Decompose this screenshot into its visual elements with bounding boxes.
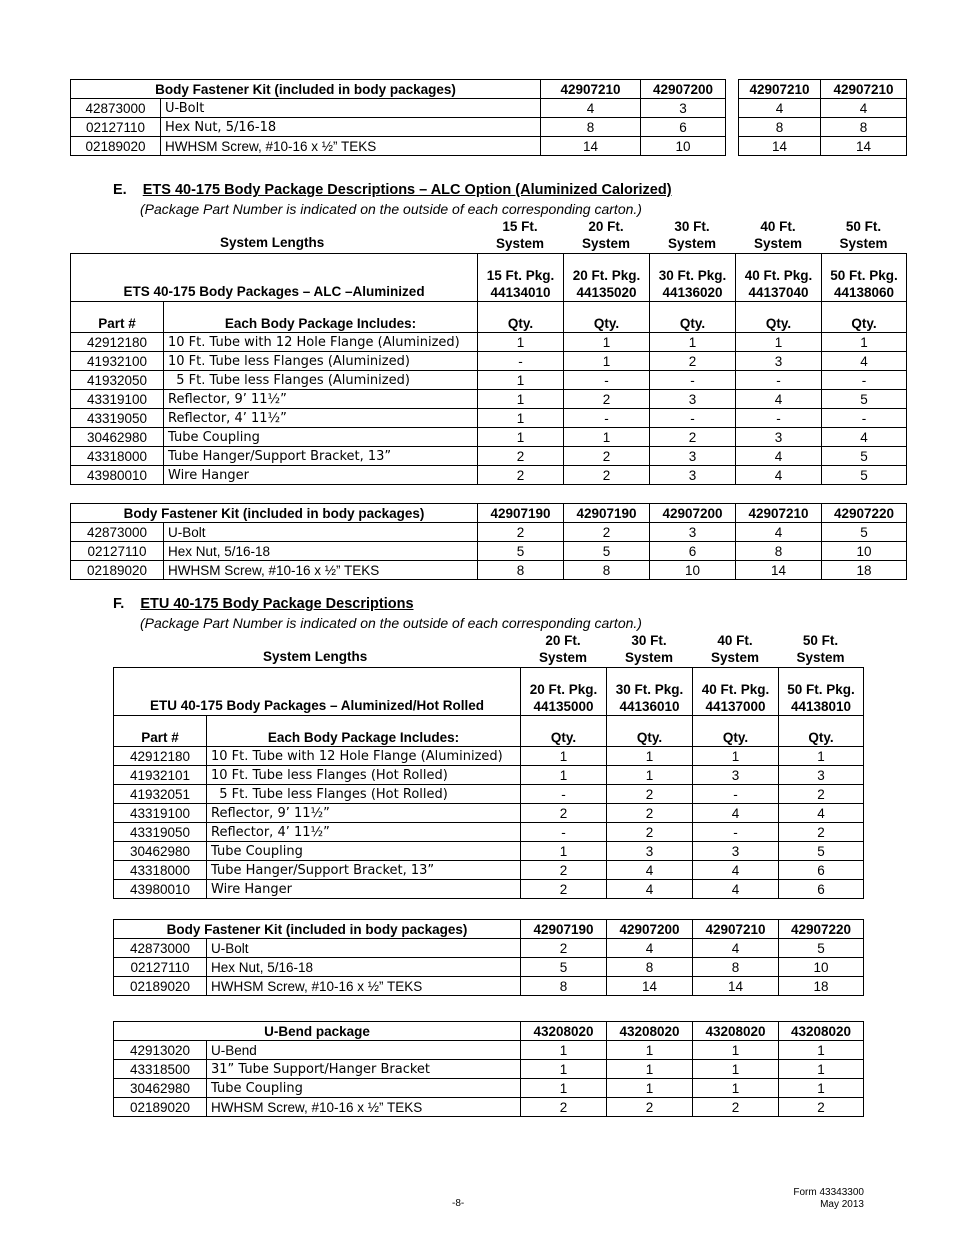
kit-number: 42907210 bbox=[541, 80, 641, 99]
system-length-header: 40 Ft. System bbox=[753, 219, 803, 251]
part-description: 10 Ft. Tube with 12 Hole Flange (Aluminized) bbox=[164, 333, 478, 352]
qty-cell: 8 bbox=[821, 118, 907, 137]
qty-cell: 2 bbox=[607, 1098, 693, 1117]
qty-cell: 1 bbox=[564, 428, 650, 447]
part-description: HWHSM Screw, #10-16 x ½” TEKS bbox=[161, 137, 541, 156]
qty-cell: 4 bbox=[736, 523, 822, 542]
qty-cell: - bbox=[521, 785, 607, 804]
system-length-header: 20 Ft. System bbox=[538, 633, 588, 665]
qty-cell: 18 bbox=[779, 977, 864, 996]
qty-cell: 4 bbox=[607, 861, 693, 880]
qty-cell: 8 bbox=[739, 118, 821, 137]
includes-header: Each Body Package Includes: bbox=[207, 716, 521, 747]
table-row bbox=[114, 1098, 864, 1117]
part-number: 02189020 bbox=[114, 1098, 207, 1117]
qty-cell: 5 bbox=[822, 390, 907, 409]
qty-header: Qty. bbox=[693, 716, 779, 747]
qty-cell: 14 bbox=[739, 137, 821, 156]
kit-number: 43208020 bbox=[693, 1022, 779, 1041]
table-row bbox=[114, 1060, 864, 1079]
qty-cell: 2 bbox=[521, 880, 607, 899]
table-row bbox=[114, 939, 864, 958]
table-row bbox=[114, 823, 864, 842]
part-description: HWHSM Screw, #10-16 x ½” TEKS bbox=[207, 977, 521, 996]
qty-cell: 4 bbox=[821, 99, 907, 118]
part-number: 43318000 bbox=[71, 447, 164, 466]
qty-header: Qty. bbox=[607, 716, 693, 747]
qty-cell: 2 bbox=[564, 447, 650, 466]
form-date: May 2013 bbox=[820, 1199, 864, 1210]
top-fastener-table-right bbox=[738, 79, 907, 156]
table-row bbox=[114, 958, 864, 977]
package-header: 40 Ft. Pkg. 44137000 bbox=[693, 668, 779, 716]
part-description: Reflector, 4’ 11½” bbox=[164, 409, 478, 428]
section-f-note: (Package Part Number is indicated on the outside of each corresponding carton.) bbox=[140, 615, 642, 631]
qty-cell: 14 bbox=[736, 561, 822, 580]
kit-number: 42907190 bbox=[564, 504, 650, 523]
part-description: 31” Tube Support/Hanger Bracket bbox=[207, 1060, 521, 1079]
qty-cell: 2 bbox=[779, 1098, 864, 1117]
qty-cell: 4 bbox=[736, 466, 822, 485]
qty-cell: 8 bbox=[693, 958, 779, 977]
table-row bbox=[71, 333, 907, 352]
qty-cell: 3 bbox=[693, 842, 779, 861]
part-description: Tube Hanger/Support Bracket, 13” bbox=[207, 861, 521, 880]
qty-cell: 1 bbox=[779, 1041, 864, 1060]
table-row bbox=[114, 880, 864, 899]
part-description: Hex Nut, 5/16-18 bbox=[207, 958, 521, 977]
table-row bbox=[71, 137, 726, 156]
qty-header: Qty. bbox=[650, 302, 736, 333]
package-header: 40 Ft. Pkg. 44137040 bbox=[736, 254, 822, 302]
part-description: U-Bend bbox=[207, 1041, 521, 1060]
part-number: 43980010 bbox=[114, 880, 207, 899]
part-number: 30462980 bbox=[71, 428, 164, 447]
part-number: 43318500 bbox=[114, 1060, 207, 1079]
qty-cell: 4 bbox=[607, 880, 693, 899]
qty-cell: 6 bbox=[779, 861, 864, 880]
table-row bbox=[114, 1079, 864, 1098]
qty-cell: 1 bbox=[564, 352, 650, 371]
qty-cell: 1 bbox=[822, 333, 907, 352]
table-row bbox=[71, 542, 907, 561]
qty-cell: 2 bbox=[779, 785, 864, 804]
package-header: 50 Ft. Pkg. 44138010 bbox=[779, 668, 864, 716]
qty-cell: 1 bbox=[521, 1079, 607, 1098]
table-row bbox=[71, 118, 726, 137]
kit-number: 42907190 bbox=[478, 504, 564, 523]
qty-header: Qty. bbox=[736, 302, 822, 333]
qty-cell: 5 bbox=[822, 523, 907, 542]
qty-cell: 1 bbox=[607, 766, 693, 785]
form-info bbox=[784, 1187, 864, 1211]
qty-cell: 2 bbox=[607, 804, 693, 823]
qty-cell: 3 bbox=[641, 99, 726, 118]
package-header: 30 Ft. Pkg. 44136020 bbox=[650, 254, 736, 302]
part-number: 42913020 bbox=[114, 1041, 207, 1060]
package-header: 15 Ft. Pkg. 44134010 bbox=[478, 254, 564, 302]
part-description: U-Bolt bbox=[164, 523, 478, 542]
page-number: -8- bbox=[452, 1198, 465, 1209]
qty-cell: 2 bbox=[779, 823, 864, 842]
part-header: Part # bbox=[71, 302, 164, 333]
part-description: Reflector, 4’ 11½” bbox=[207, 823, 521, 842]
qty-cell: 14 bbox=[541, 137, 641, 156]
table-row bbox=[71, 99, 726, 118]
kit-number: 43208020 bbox=[607, 1022, 693, 1041]
kit-number: 42907210 bbox=[693, 920, 779, 939]
part-number: 43980010 bbox=[71, 466, 164, 485]
qty-cell: 10 bbox=[779, 958, 864, 977]
part-number: 42912180 bbox=[71, 333, 164, 352]
system-length-header: 50 Ft. System bbox=[796, 633, 845, 665]
table-row bbox=[71, 371, 907, 390]
part-number: 43319050 bbox=[114, 823, 207, 842]
part-description: 5 Ft. Tube less Flanges (Hot Rolled) bbox=[207, 785, 521, 804]
part-number: 41932050 bbox=[71, 371, 164, 390]
qty-cell: 1 bbox=[693, 747, 779, 766]
qty-cell: 1 bbox=[478, 333, 564, 352]
table-row bbox=[739, 99, 907, 118]
qty-cell: 1 bbox=[693, 1041, 779, 1060]
ubend-package-table bbox=[113, 1021, 864, 1117]
top-fastener-table bbox=[70, 79, 726, 156]
table-row bbox=[114, 977, 864, 996]
qty-cell: 2 bbox=[607, 785, 693, 804]
qty-cell: 4 bbox=[739, 99, 821, 118]
qty-cell: 1 bbox=[693, 1079, 779, 1098]
packages-label: ETU 40-175 Body Packages – Aluminized/Hot Rolled bbox=[114, 668, 521, 716]
form-number: Form 43343300 bbox=[793, 1187, 864, 1198]
table-row bbox=[71, 523, 907, 542]
package-header: 20 Ft. Pkg. 44135020 bbox=[564, 254, 650, 302]
qty-cell: 8 bbox=[607, 958, 693, 977]
qty-cell: 8 bbox=[564, 561, 650, 580]
qty-cell: 2 bbox=[478, 523, 564, 542]
section-letter: E. bbox=[113, 182, 127, 198]
section-e-note: (Package Part Number is indicated on the outside of each corresponding carton.) bbox=[140, 201, 642, 217]
qty-cell: 1 bbox=[736, 333, 822, 352]
qty-cell: 6 bbox=[779, 880, 864, 899]
kit-number: 42907220 bbox=[779, 920, 864, 939]
qty-cell: 1 bbox=[478, 390, 564, 409]
qty-cell: 8 bbox=[736, 542, 822, 561]
part-description: Wire Hanger bbox=[164, 466, 478, 485]
qty-cell: 1 bbox=[478, 428, 564, 447]
table-row bbox=[114, 747, 864, 766]
qty-cell: 1 bbox=[521, 1060, 607, 1079]
part-number: 02189020 bbox=[114, 977, 207, 996]
qty-cell: - bbox=[564, 371, 650, 390]
part-number: 42912180 bbox=[114, 747, 207, 766]
table-row bbox=[71, 409, 907, 428]
qty-cell: 10 bbox=[650, 561, 736, 580]
qty-cell: 4 bbox=[607, 939, 693, 958]
qty-cell: - bbox=[478, 352, 564, 371]
system-length-header: 40 Ft. System bbox=[710, 633, 760, 665]
part-number: 42873000 bbox=[71, 99, 161, 118]
section-f-fastener-table bbox=[113, 919, 864, 996]
qty-cell: 1 bbox=[779, 1060, 864, 1079]
part-number: 43319050 bbox=[71, 409, 164, 428]
section-e-fastener-table bbox=[70, 503, 907, 580]
kit-number: 43208020 bbox=[779, 1022, 864, 1041]
qty-cell: 3 bbox=[736, 352, 822, 371]
part-description: Tube Hanger/Support Bracket, 13” bbox=[164, 447, 478, 466]
part-description: Tube Coupling bbox=[207, 1079, 521, 1098]
section-title: ETS 40-175 Body Package Descriptions – ALC Option (Aluminized Calorized) bbox=[142, 182, 672, 198]
table-row bbox=[114, 804, 864, 823]
qty-cell: 18 bbox=[822, 561, 907, 580]
includes-header: Each Body Package Includes: bbox=[164, 302, 478, 333]
system-length-header: 50 Ft. System bbox=[839, 219, 888, 251]
qty-cell: 1 bbox=[650, 333, 736, 352]
qty-cell: - bbox=[822, 409, 907, 428]
table-row bbox=[71, 561, 907, 580]
qty-cell: 3 bbox=[650, 390, 736, 409]
part-number: 41932051 bbox=[114, 785, 207, 804]
qty-cell: 3 bbox=[650, 466, 736, 485]
kit-number: 42907210 bbox=[736, 504, 822, 523]
system-length-header: 30 Ft. System bbox=[667, 219, 717, 251]
part-number: 02127110 bbox=[114, 958, 207, 977]
qty-cell: 1 bbox=[693, 1060, 779, 1079]
qty-cell: 1 bbox=[607, 1041, 693, 1060]
qty-cell: 2 bbox=[650, 428, 736, 447]
qty-cell: 5 bbox=[822, 466, 907, 485]
qty-cell: 4 bbox=[736, 447, 822, 466]
qty-cell: 1 bbox=[607, 1079, 693, 1098]
table-row bbox=[71, 428, 907, 447]
qty-cell: 2 bbox=[521, 861, 607, 880]
qty-cell: 4 bbox=[693, 804, 779, 823]
section-f-package-table bbox=[113, 667, 864, 899]
part-number: 02127110 bbox=[71, 542, 164, 561]
kit-number: 42907200 bbox=[641, 80, 726, 99]
qty-cell: 1 bbox=[521, 842, 607, 861]
part-number: 41932101 bbox=[114, 766, 207, 785]
qty-cell: 5 bbox=[779, 939, 864, 958]
part-description: 10 Ft. Tube less Flanges (Hot Rolled) bbox=[207, 766, 521, 785]
qty-cell: 3 bbox=[650, 523, 736, 542]
qty-cell: 3 bbox=[693, 766, 779, 785]
part-description: Hex Nut, 5/16-18 bbox=[164, 542, 478, 561]
part-description: U-Bolt bbox=[161, 99, 541, 118]
qty-cell: 3 bbox=[779, 766, 864, 785]
system-lengths-label: System Lengths bbox=[263, 649, 368, 664]
package-header: 50 Ft. Pkg. 44138060 bbox=[822, 254, 907, 302]
table-row bbox=[114, 1041, 864, 1060]
qty-cell: 5 bbox=[779, 842, 864, 861]
qty-cell: 4 bbox=[541, 99, 641, 118]
kit-number: 42907210 bbox=[739, 80, 821, 99]
qty-cell: 8 bbox=[521, 977, 607, 996]
part-description: HWHSM Screw, #10-16 x ½” TEKS bbox=[164, 561, 478, 580]
part-description: Reflector, 9’ 11½” bbox=[207, 804, 521, 823]
qty-cell: 2 bbox=[564, 390, 650, 409]
part-number: 30462980 bbox=[114, 1079, 207, 1098]
qty-cell: 6 bbox=[650, 542, 736, 561]
qty-cell: 1 bbox=[779, 1079, 864, 1098]
part-description: Wire Hanger bbox=[207, 880, 521, 899]
qty-cell: 4 bbox=[779, 804, 864, 823]
part-number: 30462980 bbox=[114, 842, 207, 861]
qty-cell: 1 bbox=[521, 1041, 607, 1060]
part-number: 02127110 bbox=[71, 118, 161, 137]
qty-cell: - bbox=[822, 371, 907, 390]
kit-number: 42907200 bbox=[607, 920, 693, 939]
qty-cell: - bbox=[693, 785, 779, 804]
part-description: Reflector, 9’ 11½” bbox=[164, 390, 478, 409]
system-length-header: 15 Ft. System bbox=[495, 219, 545, 251]
part-number: 43319100 bbox=[114, 804, 207, 823]
qty-cell: 14 bbox=[821, 137, 907, 156]
table-row bbox=[114, 861, 864, 880]
table-title: U-Bend package bbox=[114, 1022, 521, 1041]
qty-cell: 14 bbox=[607, 977, 693, 996]
part-number: 02189020 bbox=[71, 561, 164, 580]
qty-cell: 2 bbox=[521, 804, 607, 823]
kit-number: 42907220 bbox=[822, 504, 907, 523]
packages-label: ETS 40-175 Body Packages – ALC –Aluminized bbox=[71, 254, 478, 302]
kit-number: 42907190 bbox=[521, 920, 607, 939]
qty-cell: - bbox=[650, 371, 736, 390]
table-row bbox=[114, 842, 864, 861]
qty-header: Qty. bbox=[779, 716, 864, 747]
part-number: 43319100 bbox=[71, 390, 164, 409]
part-description: U-Bolt bbox=[207, 939, 521, 958]
table-row bbox=[739, 137, 907, 156]
qty-cell: 14 bbox=[693, 977, 779, 996]
section-letter: F. bbox=[113, 596, 125, 612]
qty-cell: 1 bbox=[521, 747, 607, 766]
qty-cell: 1 bbox=[478, 409, 564, 428]
qty-cell: 2 bbox=[564, 523, 650, 542]
table-title: Body Fastener Kit (included in body packages) bbox=[71, 504, 478, 523]
qty-cell: 2 bbox=[650, 352, 736, 371]
qty-cell: - bbox=[521, 823, 607, 842]
qty-cell: 5 bbox=[478, 542, 564, 561]
system-length-header: 20 Ft. System bbox=[581, 219, 631, 251]
part-header: Part # bbox=[114, 716, 207, 747]
part-number: 41932100 bbox=[71, 352, 164, 371]
qty-cell: - bbox=[564, 409, 650, 428]
qty-cell: 3 bbox=[736, 428, 822, 447]
qty-cell: 1 bbox=[607, 747, 693, 766]
part-description: 10 Ft. Tube with 12 Hole Flange (Aluminized) bbox=[207, 747, 521, 766]
section-f-heading bbox=[113, 596, 414, 612]
table-row bbox=[71, 390, 907, 409]
kit-number: 43208020 bbox=[521, 1022, 607, 1041]
qty-cell: 2 bbox=[521, 1098, 607, 1117]
package-header: 20 Ft. Pkg. 44135000 bbox=[521, 668, 607, 716]
qty-cell: 2 bbox=[607, 823, 693, 842]
qty-cell: 5 bbox=[564, 542, 650, 561]
qty-cell: 5 bbox=[521, 958, 607, 977]
section-e-heading bbox=[113, 182, 672, 198]
part-description: Tube Coupling bbox=[207, 842, 521, 861]
qty-cell: 6 bbox=[641, 118, 726, 137]
qty-cell: 10 bbox=[822, 542, 907, 561]
qty-cell: 1 bbox=[521, 766, 607, 785]
qty-cell: 4 bbox=[693, 939, 779, 958]
qty-header: Qty. bbox=[564, 302, 650, 333]
part-description: 10 Ft. Tube less Flanges (Aluminized) bbox=[164, 352, 478, 371]
qty-cell: 4 bbox=[693, 861, 779, 880]
qty-header: Qty. bbox=[521, 716, 607, 747]
qty-cell: 1 bbox=[779, 747, 864, 766]
qty-cell: 2 bbox=[478, 466, 564, 485]
qty-cell: 1 bbox=[478, 371, 564, 390]
table-row bbox=[114, 766, 864, 785]
part-number: 02189020 bbox=[71, 137, 161, 156]
kit-number: 42907200 bbox=[650, 504, 736, 523]
qty-cell: - bbox=[736, 409, 822, 428]
table-row bbox=[739, 118, 907, 137]
part-number: 43318000 bbox=[114, 861, 207, 880]
qty-cell: 4 bbox=[822, 428, 907, 447]
qty-cell: 4 bbox=[822, 352, 907, 371]
table-row bbox=[71, 352, 907, 371]
part-description: 5 Ft. Tube less Flanges (Aluminized) bbox=[164, 371, 478, 390]
qty-cell: 1 bbox=[607, 1060, 693, 1079]
qty-cell: 1 bbox=[564, 333, 650, 352]
qty-cell: 4 bbox=[736, 390, 822, 409]
table-row bbox=[71, 466, 907, 485]
qty-cell: 3 bbox=[607, 842, 693, 861]
qty-cell: 4 bbox=[693, 880, 779, 899]
section-e-package-table bbox=[70, 253, 907, 485]
qty-header: Qty. bbox=[822, 302, 907, 333]
part-description: Tube Coupling bbox=[164, 428, 478, 447]
part-number: 42873000 bbox=[71, 523, 164, 542]
qty-cell: 2 bbox=[521, 939, 607, 958]
system-length-header: 30 Ft. System bbox=[624, 633, 674, 665]
section-title: ETU 40-175 Body Package Descriptions bbox=[140, 596, 414, 612]
table-row bbox=[71, 447, 907, 466]
qty-cell: 2 bbox=[478, 447, 564, 466]
qty-cell: 10 bbox=[641, 137, 726, 156]
part-description: HWHSM Screw, #10-16 x ½” TEKS bbox=[207, 1098, 521, 1117]
part-number: 42873000 bbox=[114, 939, 207, 958]
qty-cell: - bbox=[650, 409, 736, 428]
table-title: Body Fastener Kit (included in body packages) bbox=[114, 920, 521, 939]
qty-cell: 2 bbox=[693, 1098, 779, 1117]
qty-cell: 8 bbox=[541, 118, 641, 137]
qty-cell: 2 bbox=[564, 466, 650, 485]
qty-cell: - bbox=[693, 823, 779, 842]
table-row bbox=[114, 785, 864, 804]
qty-cell: 8 bbox=[478, 561, 564, 580]
package-header: 30 Ft. Pkg. 44136010 bbox=[607, 668, 693, 716]
qty-cell: - bbox=[736, 371, 822, 390]
part-description: Hex Nut, 5/16-18 bbox=[161, 118, 541, 137]
qty-header: Qty. bbox=[478, 302, 564, 333]
system-lengths-label: System Lengths bbox=[220, 235, 325, 250]
qty-cell: 5 bbox=[822, 447, 907, 466]
kit-number: 42907210 bbox=[821, 80, 907, 99]
table-title: Body Fastener Kit (included in body packages) bbox=[71, 80, 541, 99]
qty-cell: 3 bbox=[650, 447, 736, 466]
